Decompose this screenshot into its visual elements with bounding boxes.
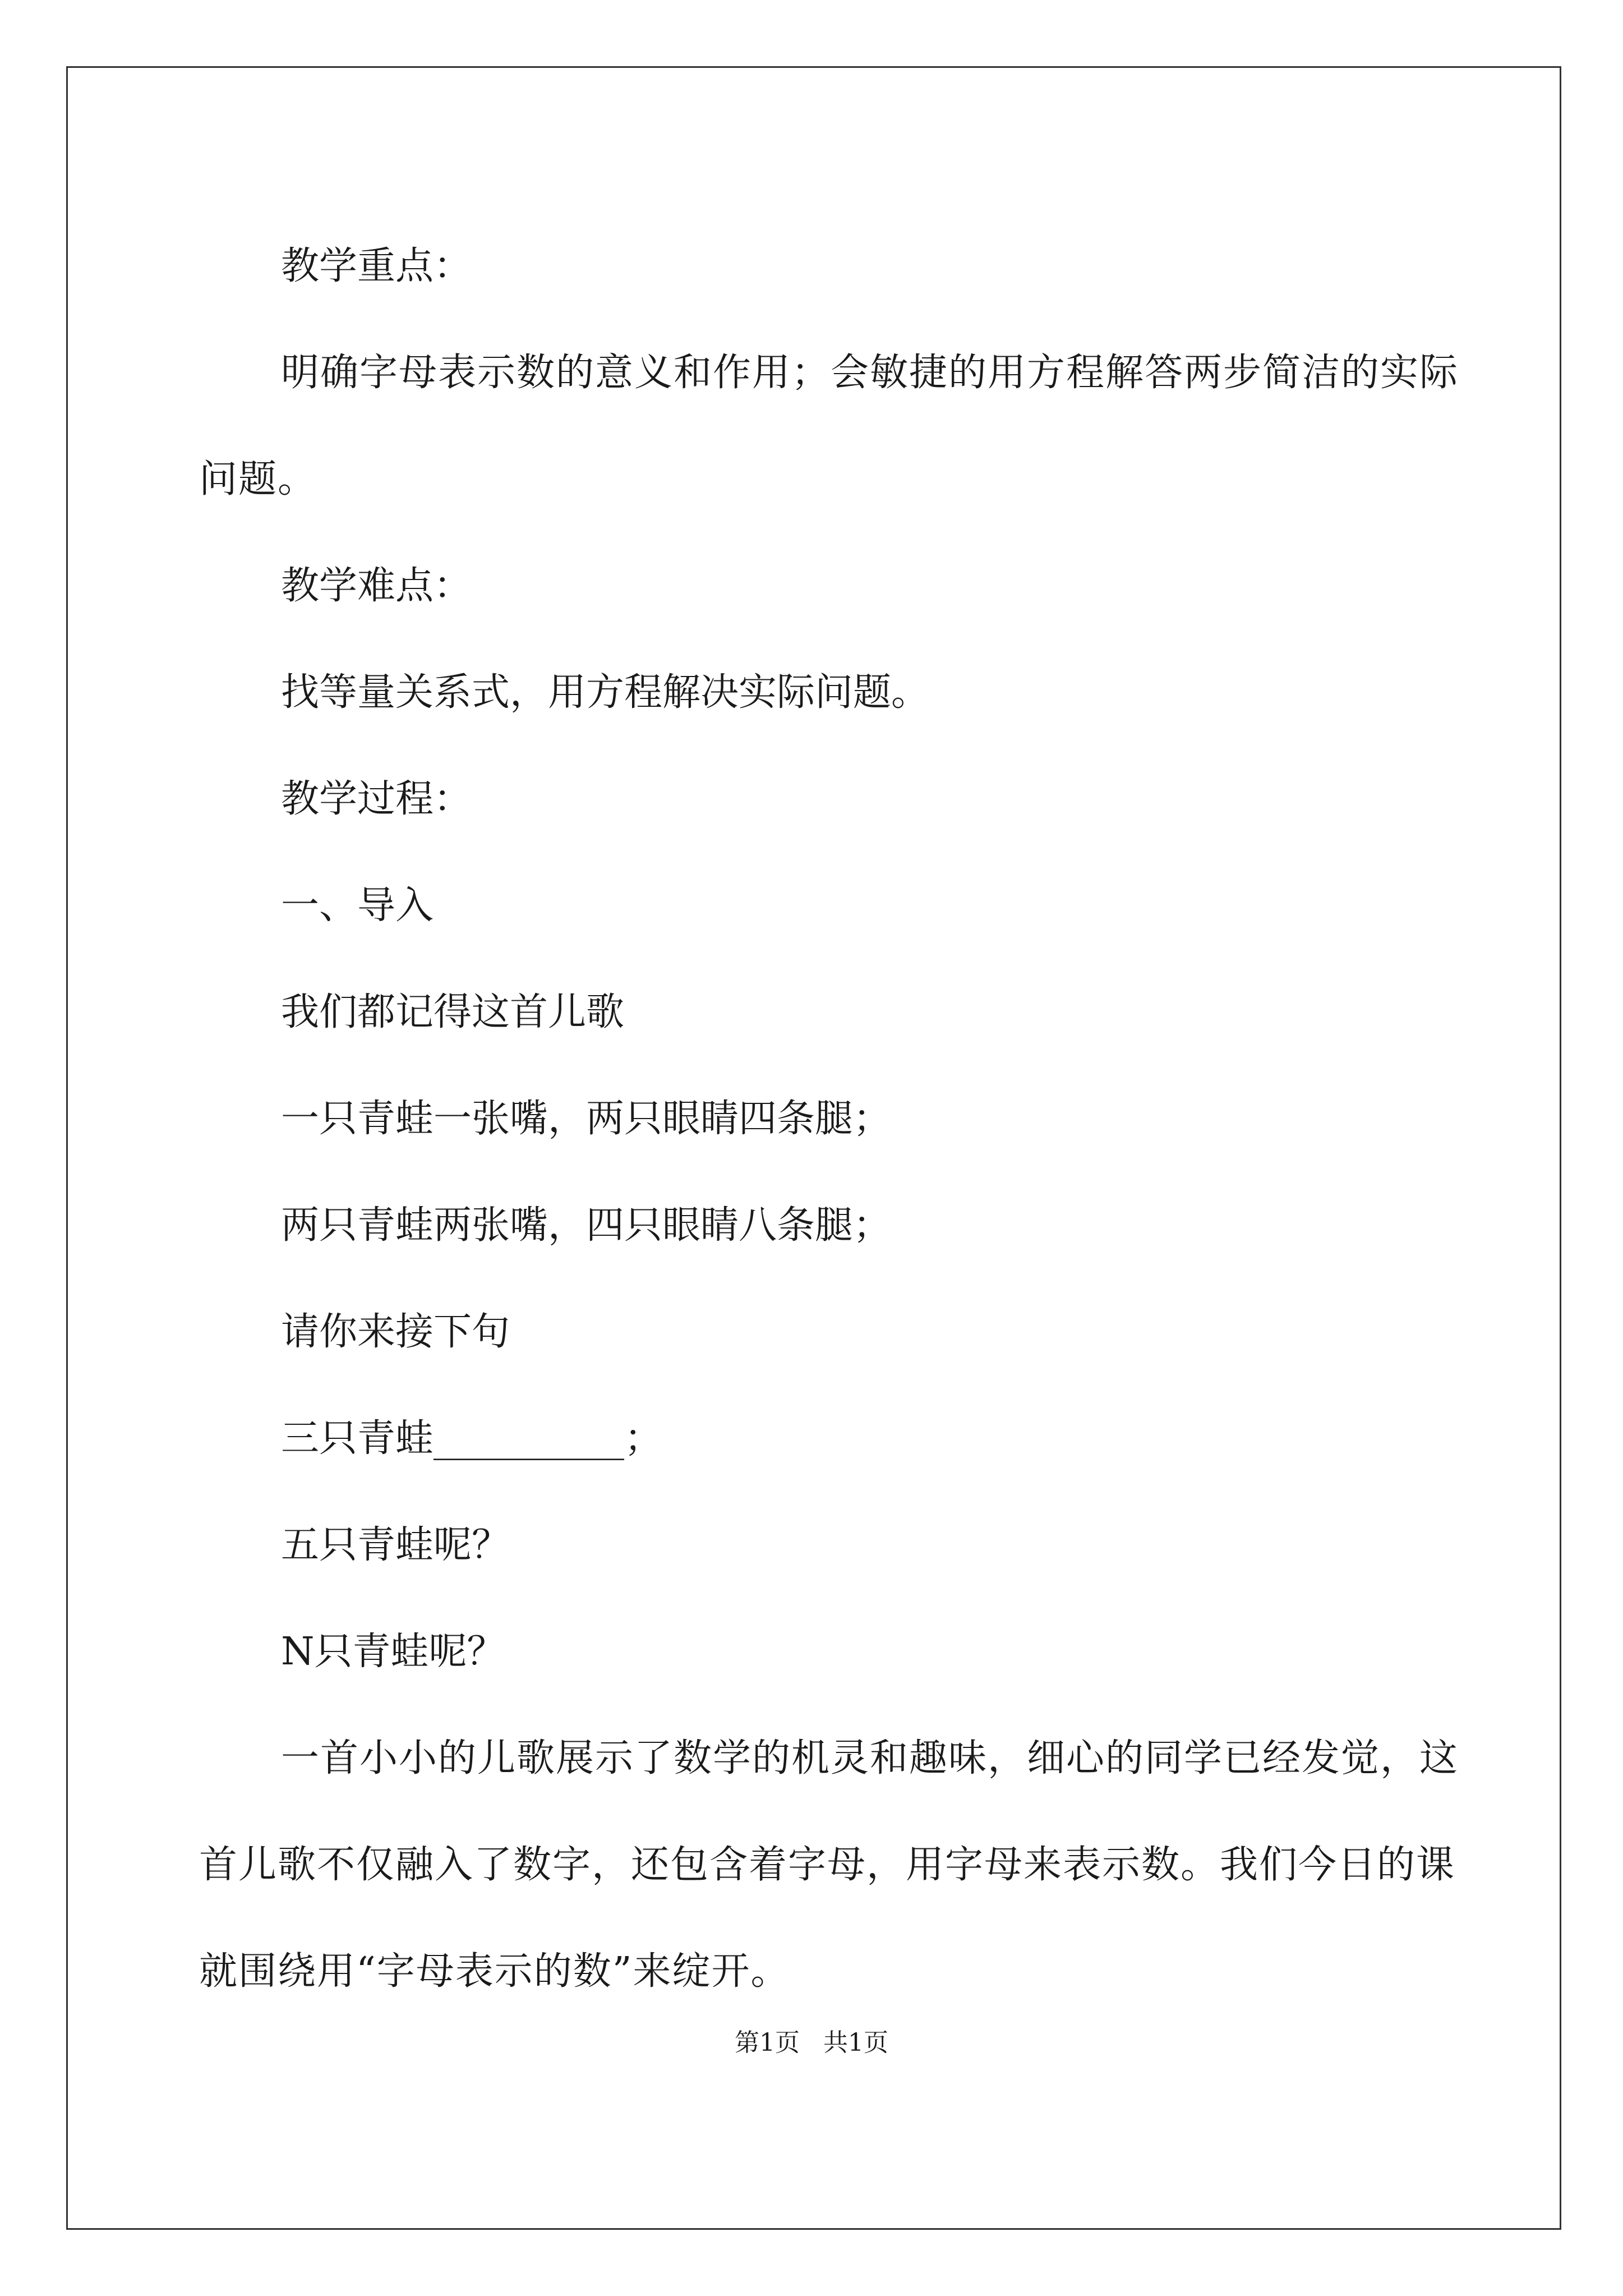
rhyme-line-2: 两只青蛙两张嘴，四只眼睛八条腿； <box>281 1203 892 1248</box>
page-footer: 第1页 共1页 <box>735 2028 888 2057</box>
heading-teaching-difficulty: 教学难点： <box>281 564 472 608</box>
rhyme-line-1: 一只青蛙一张嘴，两只眼睛四条腿； <box>281 1097 892 1141</box>
section-intro-heading: 一、导入 <box>281 884 434 928</box>
paragraph-lesson-intro: 一首小小的儿歌展示了数学的机灵和趣味，细心的同学已经发觉，这首儿歌不仅融入了数字，还包含着字母，用字母来表示数。我们今日的课就围绕用“字母表示的数”来绽开。 <box>199 1736 1459 1994</box>
question-n-frogs: N只青蛙呢？ <box>281 1630 505 1674</box>
heading-teaching-process: 教学过程： <box>281 777 472 821</box>
rhyme-line-3-blank: 三只青蛙__________； <box>281 1416 663 1461</box>
paragraph-nursery-rhyme-intro: 我们都记得这首儿歌 <box>281 990 625 1034</box>
paragraph-teaching-focus: 明确字母表示数的意义和作用；会敏捷的用方程解答两步简洁的实际问题。 <box>199 351 1459 501</box>
question-five-frogs: 五只青蛙呢？ <box>281 1523 510 1567</box>
paragraph-continue-prompt: 请你来接下句 <box>281 1310 510 1354</box>
document-body <box>199 213 1467 2025</box>
paragraph-teaching-difficulty: 找等量关系式，用方程解决实际问题。 <box>281 670 930 715</box>
heading-teaching-focus: 教学重点： <box>281 244 472 288</box>
